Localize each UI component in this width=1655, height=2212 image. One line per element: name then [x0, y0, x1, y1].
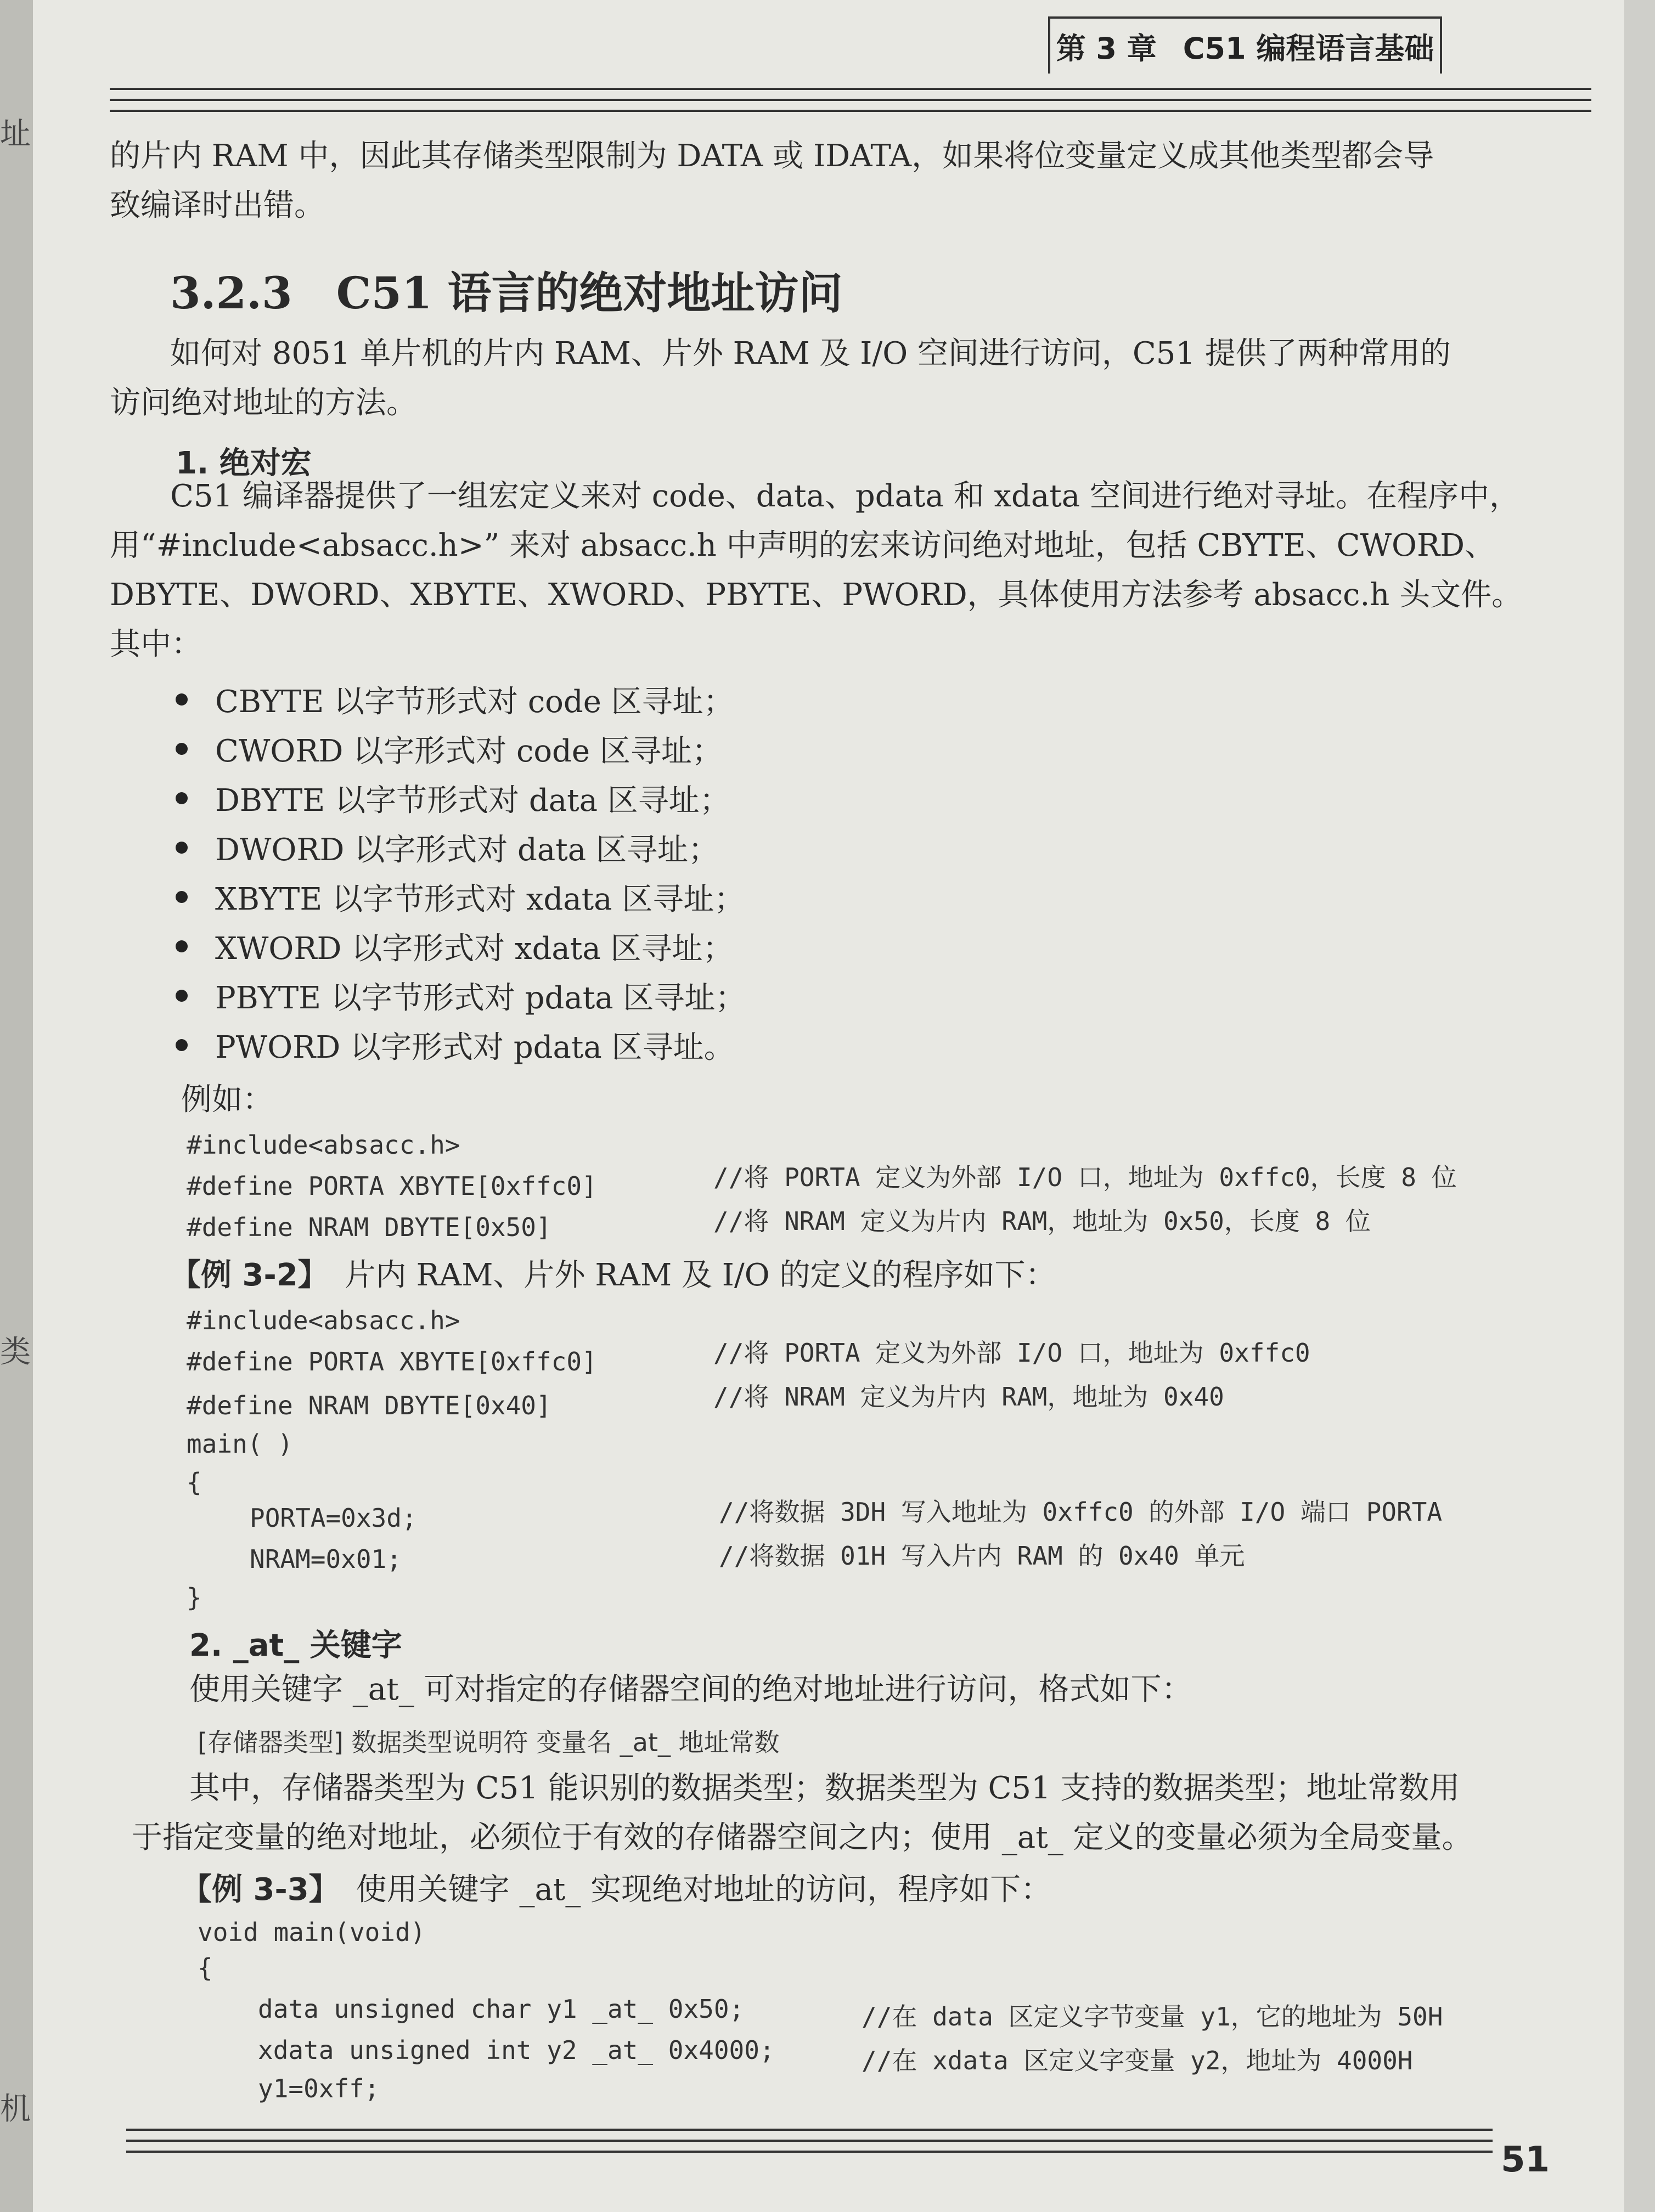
code-comment: //将 PORTA 定义为外部 I/O 口，地址为 0xffc0	[713, 1338, 1310, 1368]
code-line: {	[187, 1468, 202, 1497]
list-item-text: PBYTE 以字节形式对 pdata 区寻址；	[215, 980, 746, 1016]
code-line: data unsigned char y1 _at_ 0x50;	[258, 1994, 745, 2024]
margin-char-mid: 类	[0, 1334, 31, 1370]
subsection-2-title: 2. _at_ 关键字	[189, 1628, 402, 1663]
header-rule-2	[110, 99, 1591, 101]
example-text: 使用关键字 _at_ 实现绝对地址的访问，程序如下：	[356, 1872, 1052, 1908]
code-comment: //将 PORTA 定义为外部 I/O 口，地址为 0xffc0，长度 8 位	[713, 1163, 1457, 1192]
code-line: #include<absacc.h>	[187, 1306, 460, 1335]
footer-rule-1	[126, 2129, 1493, 2131]
list-item	[176, 823, 746, 872]
running-header	[1048, 16, 1442, 74]
list-item	[176, 724, 746, 774]
code-line: NRAM=0x01;	[250, 1544, 402, 1574]
code-line: }	[187, 1583, 202, 1612]
intro-line-1: 的片内 RAM 中，因此其存储类型限制为 DATA 或 IDATA，如果将位变量定义成其他类型都会导	[110, 138, 1434, 174]
code-comment: //将数据 3DH 写入地址为 0xffc0 的外部 I/O 端口 PORTA	[719, 1497, 1443, 1527]
section-heading	[170, 258, 843, 321]
code-comment: //在 data 区定义字节变量 y1，它的地址为 50H	[862, 2002, 1443, 2032]
margin-char-bottom: 机	[0, 2091, 31, 2127]
list-item	[176, 675, 746, 724]
bullet-dot	[176, 940, 188, 952]
example-3-2-heading	[170, 1251, 1056, 1295]
bullet-dot	[176, 891, 188, 903]
para2-line-1: C51 编译器提供了一组宏定义来对 code、data、pdata 和 xdata 空间进行绝对寻址。在程序中，	[170, 478, 1520, 514]
list-item-text: DBYTE 以字节形式对 data 区寻址；	[215, 783, 730, 819]
syntax-format: [存储器类型] 数据类型说明符 变量名 _at_ 地址常数	[198, 1728, 780, 1757]
code-comment: //将 NRAM 定义为片内 RAM，地址为 0x40	[713, 1382, 1224, 1412]
code-comment: //将数据 01H 写入片内 RAM 的 0x40 单元	[719, 1541, 1245, 1571]
example-intro: 例如：	[181, 1082, 273, 1118]
para2-line-3: DBYTE、DWORD、XBYTE、XWORD、PBYTE、PWORD，具体使用方法参考 absacc.h 头文件。	[110, 577, 1523, 613]
list-item-text: XWORD 以字形式对 xdata 区寻址；	[215, 931, 734, 967]
para3: 使用关键字 _at_ 可对指定的存储器空间的绝对地址进行访问，格式如下：	[189, 1672, 1192, 1707]
example-text: 片内 RAM、片外 RAM 及 I/O 的定义的程序如下：	[345, 1257, 1056, 1293]
header-rule-1	[110, 88, 1591, 90]
code-line: PORTA=0x3d;	[250, 1503, 417, 1533]
para4-line-1: 其中，存储器类型为 C51 能识别的数据类型；数据类型为 C51 支持的数据类型；地址常数用	[189, 1770, 1460, 1806]
chapter-title: C51 编程语言基础	[1183, 31, 1434, 66]
code-line: xdata unsigned int y2 _at_ 0x4000;	[258, 2035, 775, 2065]
footer-rule-2	[126, 2140, 1493, 2142]
header-rule-3	[110, 110, 1591, 112]
list-item	[176, 872, 746, 922]
code-line: #define NRAM DBYTE[0x50]	[187, 1212, 551, 1242]
bullet-dot	[176, 990, 188, 1002]
chapter-label: 第 3 章	[1056, 31, 1157, 66]
macro-list	[176, 675, 746, 1070]
example-3-3-heading	[181, 1865, 1051, 1909]
footer-rule-3	[126, 2151, 1493, 2153]
para1-line-1: 如何对 8051 单片机的片内 RAM、片外 RAM 及 I/O 空间进行访问，C51 提供了两种常用的	[170, 336, 1451, 371]
bullet-dot	[176, 792, 188, 804]
page-number: 51	[1501, 2140, 1550, 2180]
list-item	[176, 1020, 746, 1070]
list-item-text: XBYTE 以字节形式对 xdata 区寻址；	[215, 882, 745, 917]
bullet-dot	[176, 743, 188, 755]
code-line: void main(void)	[198, 1917, 426, 1947]
subsection-1-title: 1. 绝对宏	[176, 445, 312, 481]
code-comment: //将 NRAM 定义为片内 RAM，地址为 0x50，长度 8 位	[713, 1206, 1371, 1236]
para2-line-4: 其中：	[110, 627, 202, 662]
code-line: {	[198, 1953, 213, 1983]
intro-line-2: 致编译时出错。	[110, 188, 325, 223]
code-line: main( )	[187, 1429, 293, 1459]
example-tag: 【例 3-2】	[170, 1257, 329, 1293]
code-line: #define NRAM DBYTE[0x40]	[187, 1391, 551, 1420]
list-item-text: PWORD 以字形式对 pdata 区寻址。	[215, 1030, 735, 1065]
code-line: y1=0xff;	[258, 2074, 380, 2103]
bullet-dot	[176, 842, 188, 854]
list-item-text: CBYTE 以字节形式对 code 区寻址；	[215, 684, 734, 720]
bullet-dot	[176, 1039, 188, 1051]
example-tag: 【例 3-3】	[181, 1872, 340, 1908]
section-number: 3.2.3	[170, 267, 292, 319]
para2-line-2: 用“#include<absacc.h>” 来对 absacc.h 中声明的宏来访问绝对地址，包括 CBYTE、CWORD、	[110, 528, 1496, 563]
code-line: #define PORTA XBYTE[0xffc0]	[187, 1347, 597, 1376]
list-item	[176, 774, 746, 823]
code-line: #define PORTA XBYTE[0xffc0]	[187, 1171, 597, 1201]
list-item	[176, 971, 746, 1020]
code-line: #include<absacc.h>	[187, 1130, 460, 1160]
code-comment: //在 xdata 区定义字变量 y2，地址为 4000H	[862, 2046, 1413, 2075]
para1-line-2: 访问绝对地址的方法。	[110, 385, 417, 421]
para4-line-2: 于指定变量的绝对地址，必须位于有效的存储器空间之内；使用 _at_ 定义的变量必须为全局变量。	[132, 1820, 1473, 1855]
list-item-text: DWORD 以字形式对 data 区寻址；	[215, 832, 719, 868]
section-title: C51 语言的绝对地址访问	[336, 267, 843, 319]
bullet-dot	[176, 693, 188, 706]
list-item	[176, 922, 746, 971]
list-item-text: CWORD 以字形式对 code 区寻址；	[215, 733, 723, 769]
margin-char-top: 址	[0, 116, 31, 152]
